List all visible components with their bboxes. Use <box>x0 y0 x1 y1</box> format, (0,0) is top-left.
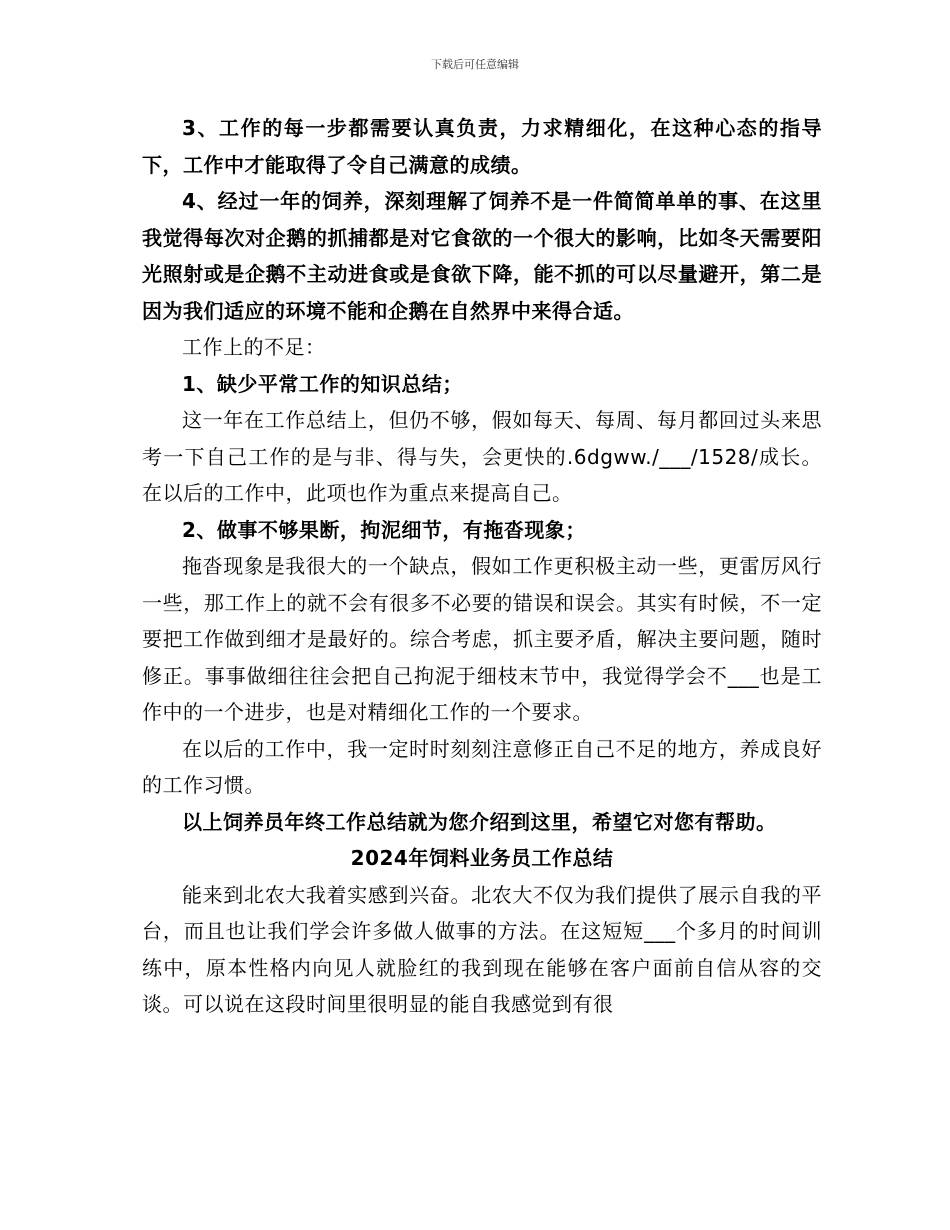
document-body <box>142 110 822 1023</box>
shortcoming-2-body: 拖沓现象是我很大的一个缺点，假如工作更积极主动一些，更雷厉风行一些，那工作上的就不会有很多不必要的错误和误会。其实有时候，不一定要把工作做到细才是最好的。综合考虑，抓主要矛盾，解决主要问题，随时修正。事事做细往往会把自己拘泥于细枝末节中，我觉得学会不___也是工作中的一个进步，也是对精细化工作的一个要求。 <box>142 554 822 724</box>
page-header: 下载后可任意编辑 <box>431 58 519 71</box>
paragraph-point-3: 3、工作的每一步都需要认真负责，力求精细化，在这种心态的指导下，工作中才能取得了令自己满意的成绩。 <box>142 116 822 177</box>
closing-sentence: 以上饲养员年终工作总结就为您介绍到这里，希望它对您有帮助。 <box>182 809 777 834</box>
new-section-body: 能来到北农大我着实感到兴奋。北农大不仅为我们提供了展示自我的平台，而且也让我们学会许多做人做事的方法。在这短短___个多月的时间训练中，原本性格内向见人就脸红的我到现在能够在客户面前自信从容的交谈。可以说在这段时间里很明显的能自我感觉到有很 <box>142 882 822 1016</box>
shortcoming-2-heading: 2、做事不够果断，拘泥细节，有拖沓现象； <box>182 517 586 542</box>
paragraph-point-4: 4、经过一年的饲养，深刻理解了饲养不是一件简简单单的事、在这里我觉得每次对企鹅的抓捕都是对它食欲的一个很大的影响，比如冬天需要阳光照射或是企鹅不主动进食或是食欲下降，能不抓的可以尽量避开，第二是因为我们适应的环境不能和企鹅在自然界中来得合适。 <box>142 189 822 323</box>
shortcoming-1-heading: 1、缺少平常工作的知识总结； <box>182 371 463 396</box>
section-heading-shortcomings: 工作上的不足： <box>182 335 326 359</box>
section-title: 2024年饲料业务员工作总结 <box>350 846 614 870</box>
future-commitment: 在以后的工作中，我一定时时刻刻注意修正自己不足的地方，养成良好的工作习惯。 <box>142 736 822 797</box>
shortcoming-1-body: 这一年在工作总结上，但仍不够，假如每天、每周、每月都回过头来思考一下自己工作的是与非、得与失，会更快的.6dgww./___/1528/成长。在以后的工作中，此项也作为重点来提高自己。 <box>142 408 822 505</box>
